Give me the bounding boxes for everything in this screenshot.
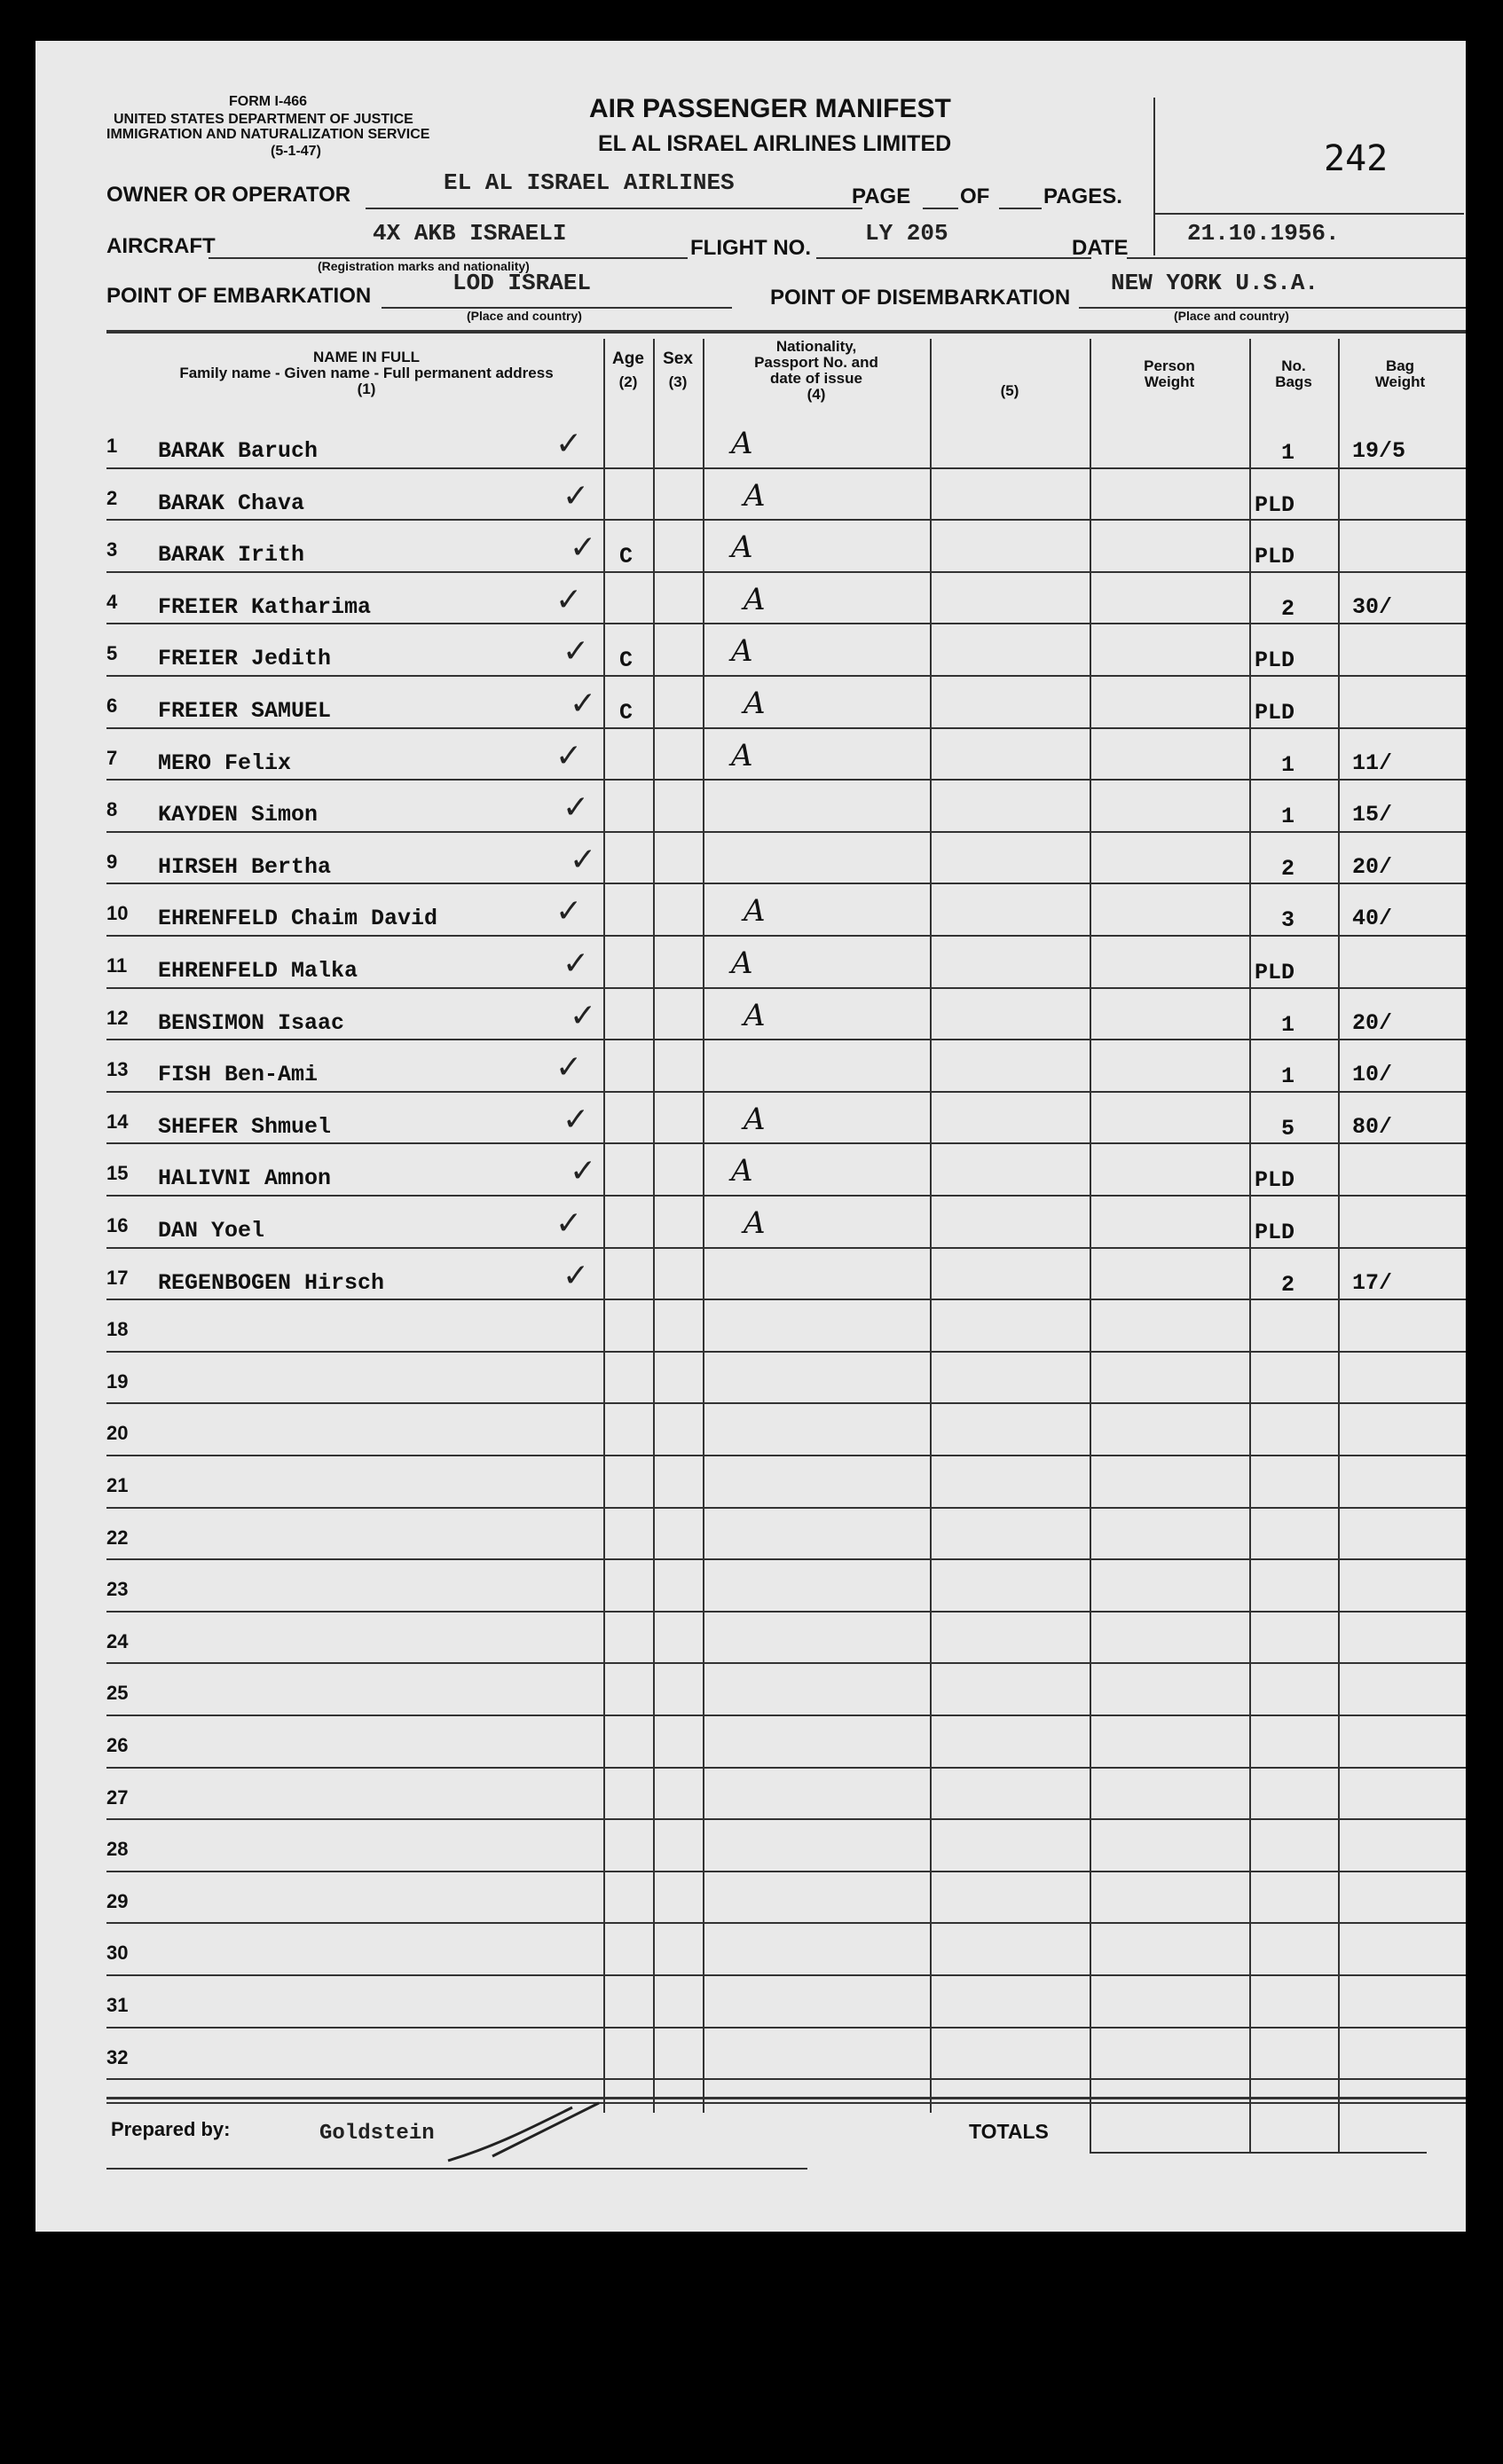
passenger-name: HALIVNI Amnon (158, 1165, 332, 1191)
row-rule (106, 1402, 1466, 1404)
age-cell: C (619, 544, 633, 569)
row-number: 16 (106, 1214, 129, 1236)
bags-cell: 2 (1281, 856, 1295, 882)
aircraft-value: 4X AKB ISRAELI (373, 220, 567, 247)
page-underline (923, 208, 958, 209)
owner-value: EL AL ISRAEL AIRLINES (444, 169, 735, 196)
nationality-mark: A (744, 1205, 766, 1241)
totals-box-left (1090, 2104, 1091, 2154)
check-mark: ✓ (570, 530, 597, 566)
row-number: 25 (106, 1682, 129, 1704)
passenger-name: BENSIMON Isaac (158, 1010, 345, 1036)
bag-weight-cell: 80/ (1352, 1114, 1393, 1140)
row-number: 29 (106, 1890, 129, 1912)
check-mark: ✓ (555, 582, 583, 618)
row-rule (106, 571, 1466, 573)
passenger-name: FREIER SAMUEL (158, 698, 332, 724)
row-number: 28 (106, 1838, 129, 1860)
row-rule (106, 1871, 1466, 1872)
row-rule (106, 1558, 1466, 1560)
nationality-mark: A (731, 530, 753, 565)
row-number: 19 (106, 1370, 129, 1393)
totals-label: TOTALS (969, 2120, 1049, 2143)
passenger-name: MERO Felix (158, 750, 292, 776)
row-rule (106, 987, 1466, 989)
page-title: AIR PASSENGER MANIFEST (589, 94, 951, 123)
table-top-rule (106, 330, 1466, 334)
check-mark: ✓ (563, 946, 590, 982)
bags-cell: 5 (1281, 1116, 1295, 1142)
bags-cell: 3 (1281, 907, 1295, 933)
row-number: 30 (106, 1942, 129, 1964)
of-label: OF (960, 184, 990, 208)
row-rule (106, 1142, 1466, 1144)
bag-weight-cell: 17/ (1352, 1270, 1393, 1296)
row-number: 1 (106, 435, 118, 457)
age-cell: C (619, 700, 633, 726)
row-rule (106, 1662, 1466, 1664)
nationality-mark: A (744, 478, 766, 514)
passenger-name: FREIER Katharima (158, 594, 372, 620)
check-mark: ✓ (555, 738, 583, 774)
header-person-weight: Person Weight (1144, 357, 1195, 390)
prepared-by-label: Prepared by: (111, 2118, 231, 2140)
disembark-note: (Place and country) (1174, 309, 1289, 323)
check-mark: ✓ (555, 1049, 583, 1086)
row-rule (106, 1715, 1466, 1716)
passenger-name: EHRENFELD Malka (158, 958, 358, 984)
row-rule (106, 1351, 1466, 1353)
row-rule (106, 1195, 1466, 1197)
bags-cell: 2 (1281, 1272, 1295, 1298)
bag-weight-cell: 30/ (1352, 594, 1393, 620)
row-number: 24 (106, 1630, 129, 1652)
bags-cell: 1 (1281, 804, 1295, 829)
bag-weight-cell: 20/ (1352, 854, 1393, 880)
passenger-name: FISH Ben-Ami (158, 1062, 319, 1087)
passenger-name: BARAK Baruch (158, 438, 319, 464)
bag-weight-cell: 19/5 (1352, 438, 1406, 464)
form-edition: (5-1-47) (271, 144, 321, 159)
bags-cell: PLD (1255, 1220, 1295, 1245)
prepared-by-value: Goldstein (319, 2122, 435, 2146)
col-rule-sex (703, 339, 704, 2113)
passenger-name: BARAK Irith (158, 542, 305, 568)
row-number: 8 (106, 798, 118, 820)
embark-value: LOD ISRAEL (452, 270, 592, 296)
check-mark: ✓ (570, 1153, 597, 1189)
row-number: 5 (106, 642, 118, 664)
row-rule (106, 1974, 1466, 1976)
row-rule (106, 2078, 1466, 2080)
row-rule (106, 1091, 1466, 1093)
table-bottom-rule-2 (106, 2102, 1466, 2104)
passenger-name: KAYDEN Simon (158, 802, 319, 828)
prepared-underline (106, 2168, 807, 2170)
passenger-name: DAN Yoel (158, 1218, 265, 1244)
row-rule (106, 1922, 1466, 1924)
row-number: 9 (106, 851, 118, 873)
col-rule-bags (1338, 339, 1340, 2113)
nationality-mark: A (731, 946, 753, 981)
row-rule (106, 727, 1466, 729)
bags-cell: PLD (1255, 700, 1295, 726)
bags-cell: PLD (1255, 960, 1295, 985)
page-number-stamp: 242 (1324, 138, 1389, 179)
row-number: 20 (106, 1422, 129, 1444)
bags-cell: 1 (1281, 752, 1295, 778)
row-rule (106, 1299, 1466, 1300)
col-rule-weight (1249, 339, 1251, 2113)
bags-cell: PLD (1255, 544, 1295, 569)
bag-weight-cell: 10/ (1352, 1062, 1393, 1087)
row-rule (106, 831, 1466, 833)
passenger-name: SHEFER Shmuel (158, 1114, 332, 1140)
row-number: 23 (106, 1578, 129, 1600)
of-underline (999, 208, 1042, 209)
page-label: PAGE (852, 184, 911, 208)
check-mark: ✓ (563, 478, 590, 514)
bags-cell: PLD (1255, 647, 1295, 673)
department: UNITED STATES DEPARTMENT OF JUSTICE (114, 112, 413, 127)
aircraft-label: AIRCRAFT (106, 234, 216, 258)
header-no-bags: No. Bags (1275, 357, 1312, 390)
passenger-name: BARAK Chava (158, 490, 305, 516)
row-number: 11 (106, 954, 128, 977)
pages-label: PAGES. (1043, 184, 1122, 208)
nationality-mark: A (744, 686, 766, 721)
row-rule (106, 779, 1466, 781)
totals-box-bottom (1090, 2152, 1427, 2154)
check-mark: ✓ (563, 633, 590, 670)
signature-mark (439, 2099, 617, 2170)
passenger-name: FREIER Jedith (158, 646, 332, 671)
row-rule (106, 883, 1466, 884)
row-number: 18 (106, 1318, 129, 1340)
totals-box-right (1338, 2104, 1340, 2154)
row-rule (106, 935, 1466, 937)
form-number: FORM I-466 (229, 94, 308, 109)
header-nationality: Nationality, Passport No. and date of issue (4) (754, 338, 878, 403)
bag-weight-cell: 40/ (1352, 906, 1393, 931)
check-mark: ✓ (555, 426, 583, 462)
row-number: 4 (106, 591, 118, 613)
date-value: 21.10.1956. (1187, 220, 1340, 247)
bags-cell: 2 (1281, 596, 1295, 622)
row-rule (106, 2027, 1466, 2028)
check-mark: ✓ (555, 1205, 583, 1242)
check-mark: ✓ (555, 893, 583, 930)
check-mark: ✓ (570, 998, 597, 1034)
row-rule (106, 1611, 1466, 1613)
nationality-mark: A (731, 426, 753, 461)
header-name: NAME IN FULL Family name - Given name - Full permanent address (1) (179, 349, 554, 397)
date-label: DATE (1072, 236, 1129, 260)
bags-cell: PLD (1255, 1167, 1295, 1193)
owner-label: OWNER OR OPERATOR (106, 183, 351, 207)
row-rule (106, 467, 1466, 469)
header-age: Age (2) (612, 349, 644, 390)
check-mark: ✓ (563, 789, 590, 826)
flight-underline (816, 257, 1091, 259)
nationality-mark: A (744, 893, 766, 929)
row-number: 17 (106, 1267, 129, 1289)
row-number: 7 (106, 747, 118, 769)
row-rule (106, 1818, 1466, 1820)
bag-weight-cell: 11/ (1352, 750, 1393, 776)
row-rule (106, 519, 1466, 521)
col-rule-col5 (1090, 339, 1091, 2113)
page-number-box-bottom (1153, 213, 1464, 215)
embark-label: POINT OF EMBARKATION (106, 284, 372, 308)
row-number: 32 (106, 2046, 129, 2068)
flight-value: LY 205 (865, 220, 948, 247)
nationality-mark: A (731, 738, 753, 773)
row-number: 22 (106, 1526, 129, 1549)
header-sex: Sex (3) (663, 349, 693, 390)
owner-underline (366, 208, 862, 209)
service: IMMIGRATION AND NATURALIZATION SERVICE (106, 127, 430, 142)
aircraft-note: (Registration marks and nationality) (318, 259, 530, 273)
table-bottom-rule (106, 2097, 1466, 2099)
page-number-box-edge (1153, 98, 1155, 255)
col-rule-nat (930, 339, 932, 2113)
row-rule (106, 1767, 1466, 1769)
nationality-mark: A (731, 1153, 753, 1189)
nationality-mark: A (744, 1102, 766, 1137)
check-mark: ✓ (570, 686, 597, 722)
disembark-value: NEW YORK U.S.A. (1111, 270, 1319, 296)
airline-subtitle: EL AL ISRAEL AIRLINES LIMITED (598, 131, 952, 156)
bags-cell: 1 (1281, 1063, 1295, 1089)
row-number: 27 (106, 1786, 129, 1809)
bags-cell: PLD (1255, 492, 1295, 518)
row-rule (106, 1507, 1466, 1509)
disembark-label: POINT OF DISEMBARKATION (770, 286, 1071, 310)
flight-label: FLIGHT NO. (690, 236, 811, 260)
header-col5: (5) (1000, 382, 1019, 399)
row-number: 15 (106, 1162, 129, 1184)
manifest-sheet (35, 41, 1466, 2232)
bag-weight-cell: 20/ (1352, 1010, 1393, 1036)
check-mark: ✓ (570, 842, 597, 878)
row-number: 31 (106, 1994, 129, 2016)
totals-box-mid (1249, 2104, 1251, 2154)
row-number: 6 (106, 694, 118, 717)
bag-weight-cell: 15/ (1352, 802, 1393, 828)
row-number: 12 (106, 1007, 129, 1029)
check-mark: ✓ (563, 1258, 590, 1294)
passenger-name: HIRSEH Bertha (158, 854, 332, 880)
embark-note: (Place and country) (467, 309, 582, 323)
age-cell: C (619, 647, 633, 673)
row-number: 3 (106, 538, 118, 561)
row-number: 26 (106, 1734, 129, 1756)
nationality-mark: A (731, 633, 753, 669)
row-rule (106, 1247, 1466, 1249)
header-bag-weight: Bag Weight (1374, 358, 1426, 390)
nationality-mark: A (744, 582, 766, 617)
row-number: 14 (106, 1110, 129, 1133)
row-rule (106, 623, 1466, 624)
row-number: 21 (106, 1474, 129, 1496)
row-rule (106, 1039, 1466, 1040)
row-number: 13 (106, 1058, 129, 1080)
check-mark: ✓ (563, 1102, 590, 1138)
row-rule (106, 675, 1466, 677)
passenger-name: EHRENFELD Chaim David (158, 906, 438, 931)
passenger-name: REGENBOGEN Hirsch (158, 1270, 385, 1296)
bags-cell: 1 (1281, 440, 1295, 466)
col-rule-name (603, 339, 605, 2113)
row-number: 10 (106, 902, 129, 924)
bags-cell: 1 (1281, 1012, 1295, 1038)
col-rule-age (653, 339, 655, 2113)
nationality-mark: A (744, 998, 766, 1033)
row-rule (106, 1455, 1466, 1456)
row-number: 2 (106, 487, 118, 509)
date-underline (1127, 257, 1466, 259)
